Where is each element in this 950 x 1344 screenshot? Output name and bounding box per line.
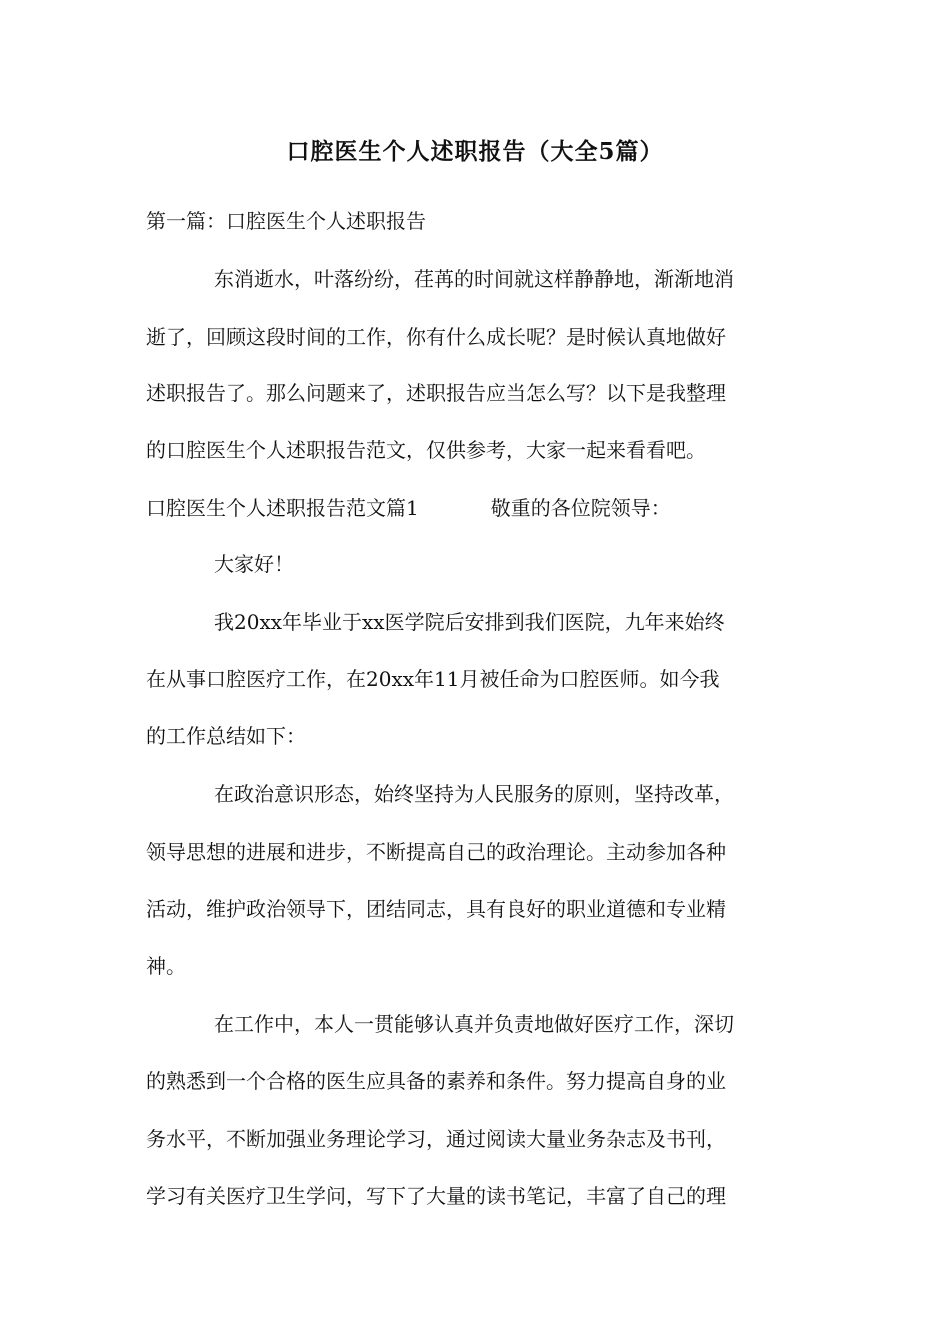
document-title: 口腔医生个人述职报告（大全5篇） <box>286 138 664 165</box>
sample-heading-line <box>146 493 811 523</box>
p3-line-3: 务水平，不断加强业务理论学习，通过阅读大量业务杂志及书刊， <box>146 1127 726 1151</box>
salutation: 敬重的各位院领导： <box>490 496 671 520</box>
p2-line-2: 领导思想的进展和进步，不断提高自己的政治理论。主动参加各种 <box>146 840 726 864</box>
sample-heading: 口腔医生个人述职报告范文篇1 <box>146 496 419 520</box>
intro-line-3: 述职报告了。那么问题来了，述职报告应当怎么写？以下是我整理 <box>146 381 726 405</box>
p2-line-4: 神。 <box>146 954 186 978</box>
intro-line-1: 东消逝水，叶落纷纷，荏苒的时间就这样静静地，渐渐地消 <box>214 267 734 291</box>
intro-line-2: 逝了，回顾这段时间的工作，你有什么成长呢？是时候认真地做好 <box>146 325 726 349</box>
p1-line-3: 的工作总结如下： <box>146 724 306 748</box>
p3-line-2: 的熟悉到一个合格的医生应具备的素养和条件。努力提高自身的业 <box>146 1069 726 1093</box>
p2-line-1: 在政治意识形态，始终坚持为人民服务的原则，坚持改革， <box>214 782 734 806</box>
intro-line-4: 的口腔医生个人述职报告范文，仅供参考，大家一起来看看吧。 <box>146 438 706 462</box>
section-heading: 第一篇：口腔医生个人述职报告 <box>146 209 426 233</box>
greeting: 大家好！ <box>214 552 294 576</box>
p1-line-1: 我20xx年毕业于xx医学院后安排到我们医院，九年来始终 <box>214 610 725 634</box>
p1-line-2: 在从事口腔医疗工作，在20xx年11月被任命为口腔医师。如今我 <box>146 667 720 691</box>
p2-line-3: 活动，维护政治领导下，团结同志，具有良好的职业道德和专业精 <box>146 897 726 921</box>
p3-line-1: 在工作中，本人一贯能够认真并负责地做好医疗工作，深切 <box>214 1012 734 1036</box>
p3-line-4: 学习有关医疗卫生学问，写下了大量的读书笔记，丰富了自己的理 <box>146 1184 726 1208</box>
